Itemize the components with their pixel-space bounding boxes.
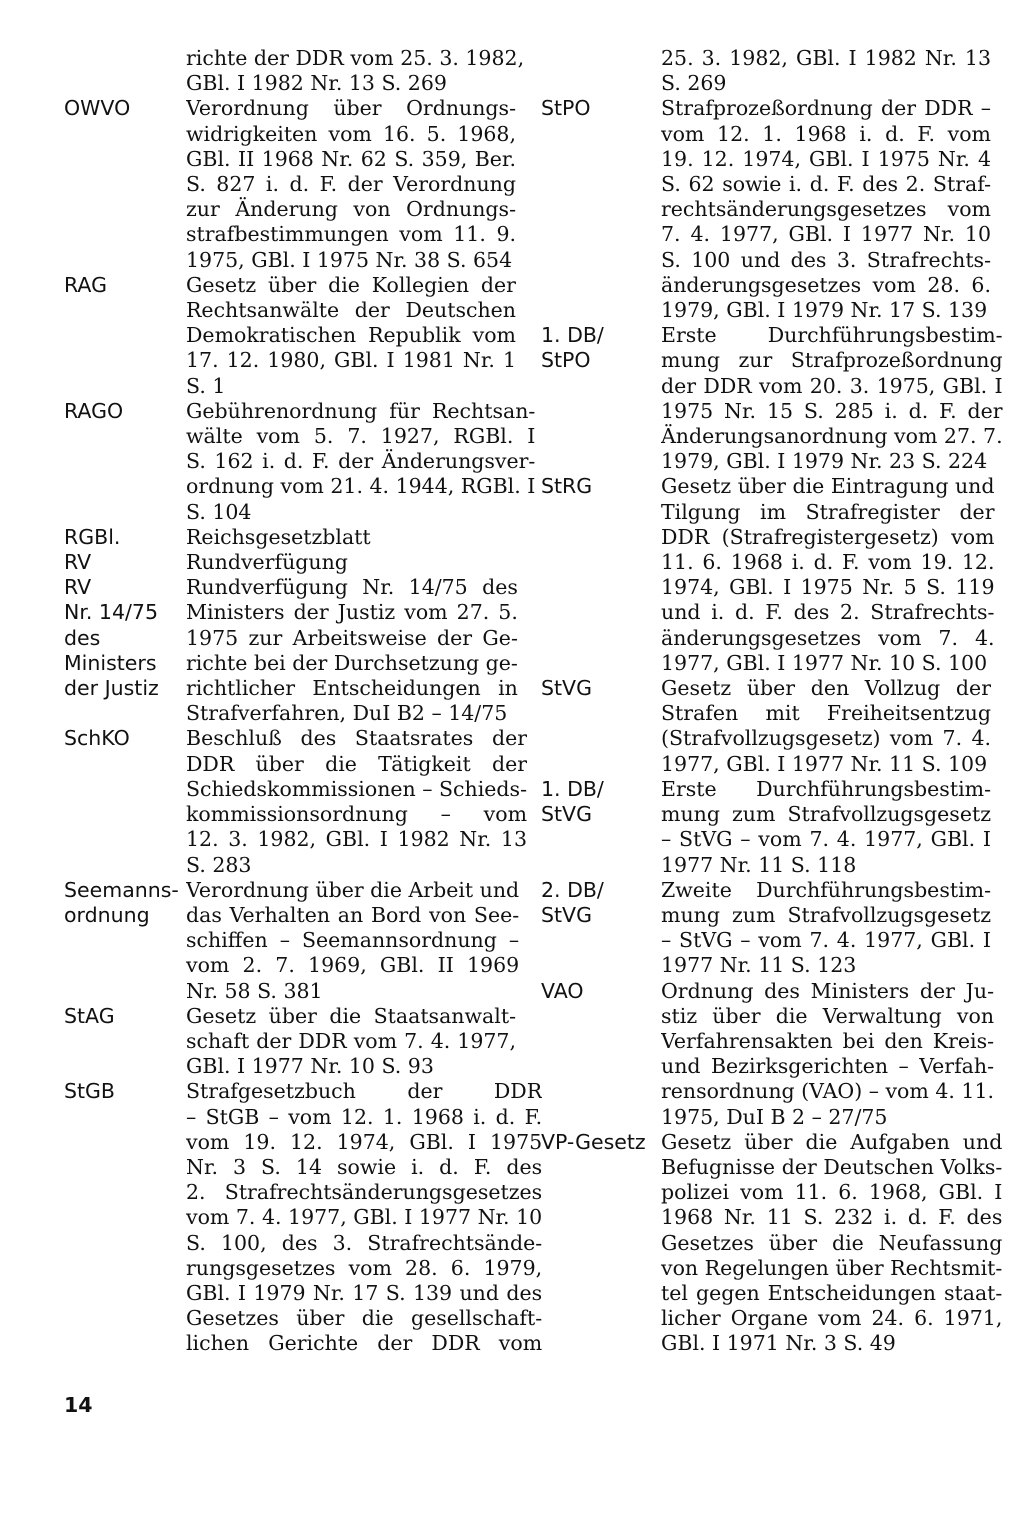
definition-line: wälte vom 5. 7. 1927, RGBl. I (186, 424, 536, 449)
left-column (64, 46, 543, 1357)
definition-line: schiffen – Seemannsordnung – (186, 928, 520, 953)
definition-line: Strafen mit Freiheitsentzug (661, 701, 991, 726)
glossary-entry (541, 474, 995, 676)
definition-line: Gesetz über die Eintragung und (661, 474, 995, 499)
definition-line: Rundverfügung (186, 550, 348, 575)
entry-abbreviation (64, 1079, 186, 1356)
definition-line: – StVG – vom 7. 4. 1977, GBl. I (661, 928, 991, 953)
definition-line: tel gegen Entscheidungen staat- (661, 1280, 1003, 1305)
definition-line: Schiedskommissionen – Schieds- (186, 776, 528, 801)
definition-line: richtlicher Entscheidungen in (186, 676, 518, 701)
abbreviation-line: Nr. 14/75 (64, 600, 158, 625)
abbreviation-line: SchKO (64, 726, 130, 751)
page-number: 14 (64, 1393, 93, 1417)
glossary-entry (64, 273, 516, 399)
entry-abbreviation (541, 878, 661, 979)
definition-line: GBl. I 1977 Nr. 10 S. 93 (186, 1054, 434, 1079)
definition-line: Verordnung über die Arbeit und (186, 877, 520, 902)
entry-definition (661, 474, 995, 676)
definition-line: S. 100, des 3. Strafrechtsände- (186, 1230, 543, 1255)
definition-line: kommissionsordnung – vom (186, 802, 528, 827)
definition-line: 1977 Nr. 11 S. 118 (661, 852, 857, 877)
definition-line: Gesetz über die Kollegien der (186, 272, 516, 297)
definition-line: vom 19. 12. 1974, GBl. I 1975 (186, 1129, 543, 1154)
definition-line: 25. 3. 1982, GBl. I 1982 Nr. 13 (661, 46, 991, 70)
entry-abbreviation (64, 1004, 186, 1080)
glossary-entry (64, 398, 536, 525)
definition-line: Beschluß des Staatsrates der (186, 726, 528, 751)
definition-line: und i. d. F. des 2. Strafrechts- (661, 600, 995, 625)
definition-line: (Strafvollzugsgesetz) vom 7. 4. (661, 726, 991, 751)
definition-line: Tilgung im Strafregister der (661, 499, 995, 524)
definition-line: 1975 Nr. 15 S. 285 i. d. F. der (661, 398, 1003, 423)
definition-line: Rundverfügung Nr. 14/75 des (186, 575, 518, 600)
abbreviation-line: Seemanns- (64, 877, 179, 902)
definition-line: Gesetz über die Staatsanwalt- (186, 1003, 516, 1028)
definition-line: 2. Strafrechtsänderungsgesetzes (186, 1180, 543, 1205)
definition-line: – StGB – vom 12. 1. 1968 i. d. F. (186, 1104, 543, 1129)
glossary-entry (541, 46, 991, 96)
entry-definition (186, 96, 516, 272)
entry-abbreviation (64, 726, 186, 877)
entry-abbreviation (541, 676, 661, 777)
definition-line: 1977 Nr. 11 S. 123 (661, 953, 857, 978)
definition-line: S. 269 (661, 71, 727, 96)
definition-line: vom 12. 1. 1968 i. d. F. vom (661, 121, 991, 146)
glossary-entry (64, 46, 525, 96)
definition-line: 7. 4. 1977, GBl. I 1977 Nr. 10 (661, 222, 991, 247)
entry-definition (661, 979, 994, 1130)
definition-line: von Regelungen über Rechtsmit- (661, 1255, 1003, 1280)
entry-abbreviation (64, 575, 186, 726)
definition-line: vom 2. 7. 1969, GBl. II 1969 (186, 953, 520, 978)
definition-line: stiz über die Verwaltung von (661, 1003, 995, 1028)
definition-line: rungsgesetzes vom 28. 6. 1979, (186, 1255, 543, 1280)
abbreviation-line: des (64, 625, 101, 650)
definition-line: strafbestimmungen vom 11. 9. (186, 222, 516, 247)
entry-definition (186, 525, 516, 550)
definition-line: Nr. 3 S. 14 sowie i. d. F. des (186, 1154, 543, 1179)
abbreviation-line: OWVO (64, 96, 131, 121)
definition-line: 1979, GBl. I 1979 Nr. 23 S. 224 (661, 449, 988, 474)
entry-abbreviation (64, 46, 186, 96)
entry-definition (661, 46, 991, 96)
definition-line: ordnung vom 21. 4. 1944, RGBl. I (186, 474, 536, 499)
definition-line: Gesetzes über die Neufassung (661, 1230, 1003, 1255)
abbreviation-line: der Justiz (64, 676, 159, 701)
abbreviation-line: VAO (541, 978, 584, 1003)
entry-definition (186, 46, 524, 96)
definition-line: mung zum Strafvollzugsgesetz (661, 802, 991, 827)
entry-abbreviation (541, 1130, 661, 1357)
abbreviation-line: StGB (64, 1079, 115, 1104)
abbreviation-line: RV (64, 575, 92, 600)
glossary-entry (64, 1004, 516, 1080)
abbreviation-line: StPO (541, 96, 591, 121)
definition-line: Verfahrensakten bei den Kreis- (661, 1028, 995, 1053)
definition-line: Strafverfahren, DuI B2 – 14/75 (186, 701, 508, 726)
entry-definition (661, 323, 1003, 474)
definition-line: Nr. 58 S. 381 (186, 978, 323, 1003)
definition-line: 17. 12. 1980, GBl. I 1981 Nr. 1 (186, 348, 516, 373)
entry-definition (661, 96, 991, 323)
definition-line: GBl. I 1982 Nr. 13 S. 269 (186, 71, 447, 96)
abbreviation-line: 1. DB/ (541, 776, 604, 801)
entry-definition (661, 878, 991, 979)
definition-line: DDR über die Tätigkeit der (186, 751, 528, 776)
glossary-entry (64, 877, 520, 1004)
definition-line: S. 62 sowie i. d. F. des 2. Straf- (661, 172, 991, 197)
definition-line: Verordnung über Ordnungs- (186, 96, 516, 121)
definition-line: S. 827 i. d. F. der Verordnung (186, 172, 516, 197)
definition-line: GBl. II 1968 Nr. 62 S. 359, Ber. (186, 146, 516, 171)
definition-line: lichen Gerichte der DDR vom (186, 1331, 543, 1356)
definition-line: 1975, DuI B 2 – 27/75 (661, 1104, 888, 1129)
glossary-entry (64, 525, 516, 550)
abbreviation-line: RV (64, 550, 92, 575)
abbreviation-line: StPO (541, 348, 591, 373)
glossary-entry (541, 878, 991, 979)
entry-definition (186, 575, 518, 726)
glossary-entry (541, 323, 1003, 474)
entry-definition (661, 676, 991, 777)
definition-line: mung zur Strafprozeßordnung (661, 348, 1003, 373)
definition-line: schaft der DDR vom 7. 4. 1977, (186, 1028, 516, 1053)
right-column (541, 46, 1003, 1357)
definition-line: widrigkeiten vom 16. 5. 1968, (186, 121, 516, 146)
glossary-entry (541, 777, 991, 878)
entry-definition (186, 878, 519, 1004)
definition-line: Gebührenordnung für Rechtsan- (186, 398, 536, 423)
definition-line: Rechtsanwälte der Deutschen (186, 298, 516, 323)
abbreviation-line: RGBl. (64, 524, 121, 549)
glossary-entry (64, 575, 516, 726)
definition-line: S. 104 (186, 499, 252, 524)
definition-line: Zweite Durchführungsbestim- (661, 877, 991, 902)
definition-line: Gesetz über die Aufgaben und (661, 1129, 1003, 1154)
definition-line: S. 1 (186, 373, 226, 398)
definition-line: Ministers der Justiz vom 27. 5. (186, 600, 518, 625)
entry-definition (186, 550, 516, 575)
definition-line: Gesetz über den Vollzug der (661, 676, 991, 701)
glossary-entry (64, 550, 516, 575)
entry-definition (186, 273, 516, 399)
entry-definition (661, 1130, 1002, 1357)
entry-abbreviation (541, 979, 661, 1130)
definition-line: 1975, GBl. I 1975 Nr. 38 S. 654 (186, 247, 513, 272)
glossary-entry (64, 96, 516, 272)
definition-line: polizei vom 11. 6. 1968, GBl. I (661, 1180, 1003, 1205)
definition-line: änderungsgesetzes vom 7. 4. (661, 625, 995, 650)
entry-abbreviation (541, 46, 661, 96)
entry-abbreviation (64, 525, 186, 550)
entry-abbreviation (541, 323, 661, 474)
definition-line: Strafprozeßordnung der DDR – (661, 96, 991, 121)
definition-line: DDR (Strafregistergesetz) vom (661, 524, 995, 549)
definition-line: das Verhalten an Bord von See- (186, 902, 520, 927)
definition-line: 1974, GBl. I 1975 Nr. 5 S. 119 (661, 575, 995, 600)
definition-line: 11. 6. 1968 i. d. F. vom 19. 12. (661, 550, 995, 575)
definition-line: 19. 12. 1974, GBl. I 1975 Nr. 4 (661, 146, 991, 171)
entry-definition (661, 777, 991, 878)
definition-line: Reichsgesetzblatt (186, 524, 371, 549)
abbreviation-line: StRG (541, 474, 593, 499)
entry-definition (186, 1004, 516, 1080)
abbreviation-line: ordnung (64, 902, 150, 927)
definition-line: änderungsgesetzes vom 28. 6. (661, 272, 991, 297)
definition-line: rensordnung (VAO) – vom 4. 11. (661, 1079, 995, 1104)
definition-line: 1977, GBl. I 1977 Nr. 10 S. 100 (661, 650, 988, 675)
entry-abbreviation (64, 550, 186, 575)
entry-definition (186, 399, 535, 525)
definition-line: Änderungsanordnung vom 27. 7. (661, 424, 1003, 449)
entry-abbreviation (64, 399, 186, 525)
abbreviation-line: 2. DB/ (541, 877, 604, 902)
definition-line: Erste Durchführungsbestim- (661, 323, 1003, 348)
definition-line: 1975 zur Arbeitsweise der Ge- (186, 625, 518, 650)
entry-definition (186, 726, 527, 877)
entry-abbreviation (64, 273, 186, 399)
abbreviation-line: StVG (541, 802, 592, 827)
abbreviation-line: RAG (64, 272, 107, 297)
definition-line: richte der DDR vom 25. 3. 1982, (186, 46, 525, 70)
definition-line: Demokratischen Republik vom (186, 323, 516, 348)
definition-line: rechtsänderungsgesetzes vom (661, 197, 991, 222)
glossary-entry (541, 676, 991, 777)
definition-line: 1979, GBl. I 1979 Nr. 17 S. 139 (661, 298, 988, 323)
abbreviation-line: StAG (64, 1003, 115, 1028)
entry-abbreviation (541, 96, 661, 323)
definition-line: 12. 3. 1982, GBl. I 1982 Nr. 13 (186, 827, 528, 852)
definition-line: 1977, GBl. I 1977 Nr. 11 S. 109 (661, 751, 988, 776)
entry-abbreviation (541, 474, 661, 676)
definition-line: licher Organe vom 24. 6. 1971, (661, 1306, 1003, 1331)
definition-line: – StVG – vom 7. 4. 1977, GBl. I (661, 827, 991, 852)
definition-line: GBl. I 1971 Nr. 3 S. 49 (661, 1331, 896, 1356)
abbreviation-line: StVG (541, 902, 592, 927)
abbreviation-line: StVG (541, 676, 592, 701)
definition-line: S. 162 i. d. F. der Änderungsver- (186, 449, 536, 474)
entry-abbreviation (64, 878, 186, 1004)
definition-line: mung zum Strafvollzugsgesetz (661, 902, 991, 927)
glossary-entry (541, 96, 991, 323)
glossary-entry (64, 1079, 543, 1356)
definition-line: Befugnisse der Deutschen Volks- (661, 1154, 1003, 1179)
definition-line: S. 283 (186, 852, 252, 877)
glossary-entry (541, 1129, 1003, 1357)
glossary-entry (541, 978, 995, 1130)
definition-line: Ordnung des Ministers der Ju- (661, 978, 995, 1003)
abbreviation-line: VP-Gesetz (541, 1129, 646, 1154)
entry-abbreviation (541, 777, 661, 878)
definition-line: vom 7. 4. 1977, GBl. I 1977 Nr. 10 (186, 1205, 543, 1230)
glossary-entry (64, 726, 528, 877)
definition-line: S. 100 und des 3. Strafrechts- (661, 247, 991, 272)
entry-abbreviation (64, 96, 186, 272)
definition-line: GBl. I 1979 Nr. 17 S. 139 und des (186, 1280, 543, 1305)
abbreviation-line: 1. DB/ (541, 323, 604, 348)
definition-line: Erste Durchführungsbestim- (661, 776, 991, 801)
definition-line: der DDR vom 20. 3. 1975, GBl. I (661, 373, 1003, 398)
definition-line: Gesetzes über die gesellschaft- (186, 1306, 543, 1331)
entry-definition (186, 1079, 542, 1356)
definition-line: richte bei der Durchsetzung ge- (186, 650, 518, 675)
definition-line: und Bezirksgerichten – Verfah- (661, 1054, 995, 1079)
abbreviation-line: RAGO (64, 398, 124, 423)
definition-line: zur Änderung von Ordnungs- (186, 197, 516, 222)
definition-line: 1968 Nr. 11 S. 232 i. d. F. des (661, 1205, 1003, 1230)
definition-line: Strafgesetzbuch der DDR (186, 1079, 543, 1104)
abbreviation-line: Ministers (64, 650, 157, 675)
